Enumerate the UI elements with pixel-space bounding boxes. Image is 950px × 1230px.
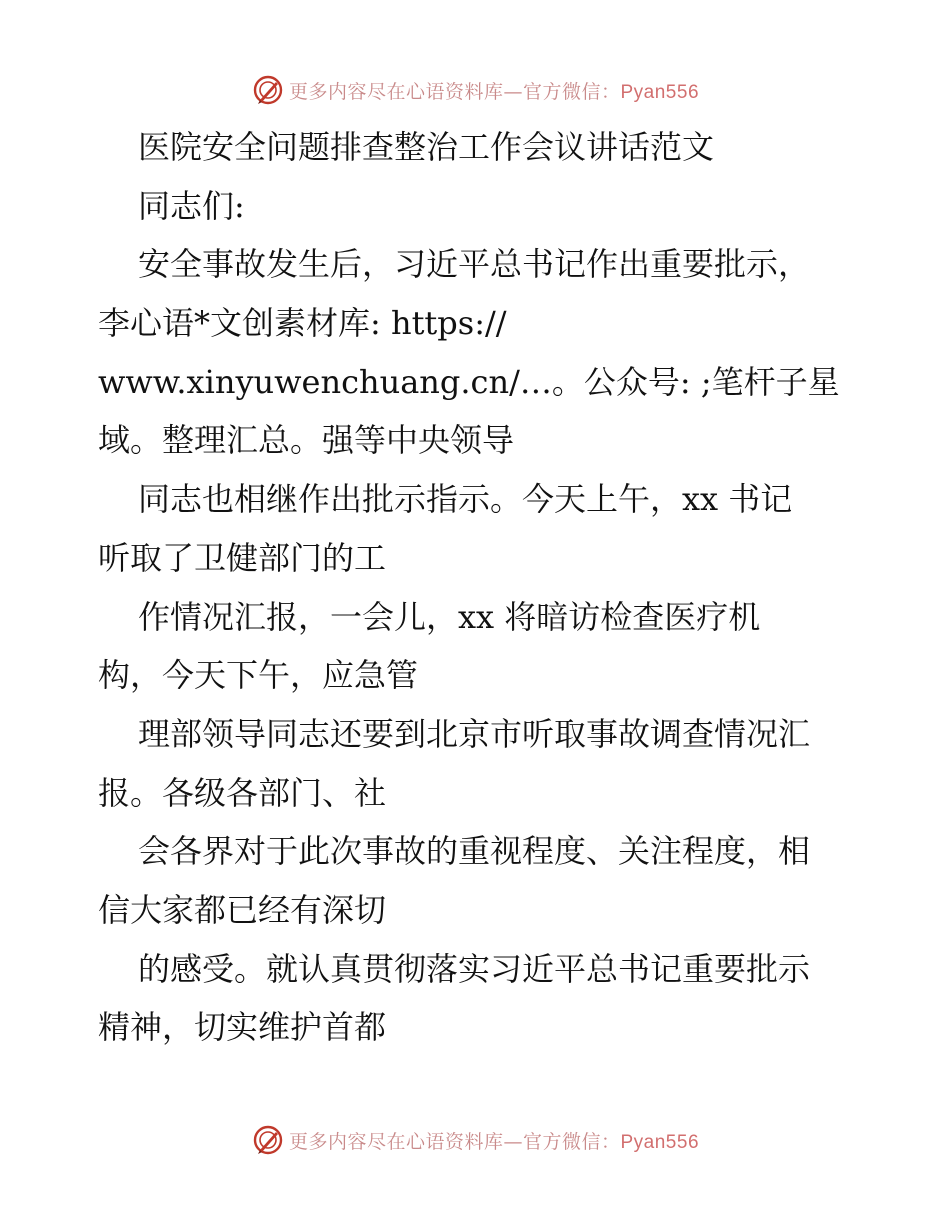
paragraph-line: www.xinyuwenchuang.cn/…。公众号: ;笔杆子星 — [98, 362, 840, 401]
paragraph-line: 作情况汇报，一会儿，xx 将暗访检查医疗机 — [138, 597, 761, 636]
paragraph-line: 会各界对于此次事故的重视程度、关注程度，相 — [138, 832, 811, 871]
pen-logo-icon — [251, 73, 285, 107]
header-banner — [0, 70, 950, 110]
paragraph-line: 的感受。就认真贯彻落实习近平总书记重要批示 — [138, 949, 811, 988]
paragraph-line: 李心语*文创素材库: https:// — [98, 304, 507, 343]
paragraph-line: 同志也相继作出批示指示。今天上午，xx 书记 — [138, 480, 793, 519]
paragraph-line: 精神，切实维护首都 — [98, 1008, 387, 1047]
paragraph-line: 域。整理汇总。强等中央领导 — [98, 421, 515, 460]
paragraph-line: 信大家都已经有深切 — [98, 890, 387, 929]
salutation: 同志们: — [138, 186, 245, 225]
paragraph-line: 听取了卫健部门的工 — [98, 538, 387, 577]
document-body — [98, 118, 858, 1057]
paragraph-line: 理部领导同志还要到北京市听取事故调查情况汇 — [138, 714, 811, 753]
paragraph-line: 安全事故发生后，习近平总书记作出重要批示， — [138, 245, 811, 284]
footer-banner-handle: Pyan556 — [620, 1131, 700, 1153]
paragraph-line: 构，今天下午，应急管 — [98, 656, 419, 695]
header-banner-text: 更多内容尽在心语资料库—官方微信：Pyan556 — [288, 80, 700, 103]
header-banner-handle: Pyan556 — [620, 81, 700, 103]
footer-banner-text: 更多内容尽在心语资料库—官方微信：Pyan556 — [288, 1130, 700, 1153]
footer-banner — [0, 1120, 950, 1160]
pen-logo-icon — [251, 1123, 285, 1157]
document-title: 医院安全问题排查整治工作会议讲话范文 — [138, 128, 715, 166]
paragraph-line: 报。各级各部门、社 — [98, 773, 387, 812]
